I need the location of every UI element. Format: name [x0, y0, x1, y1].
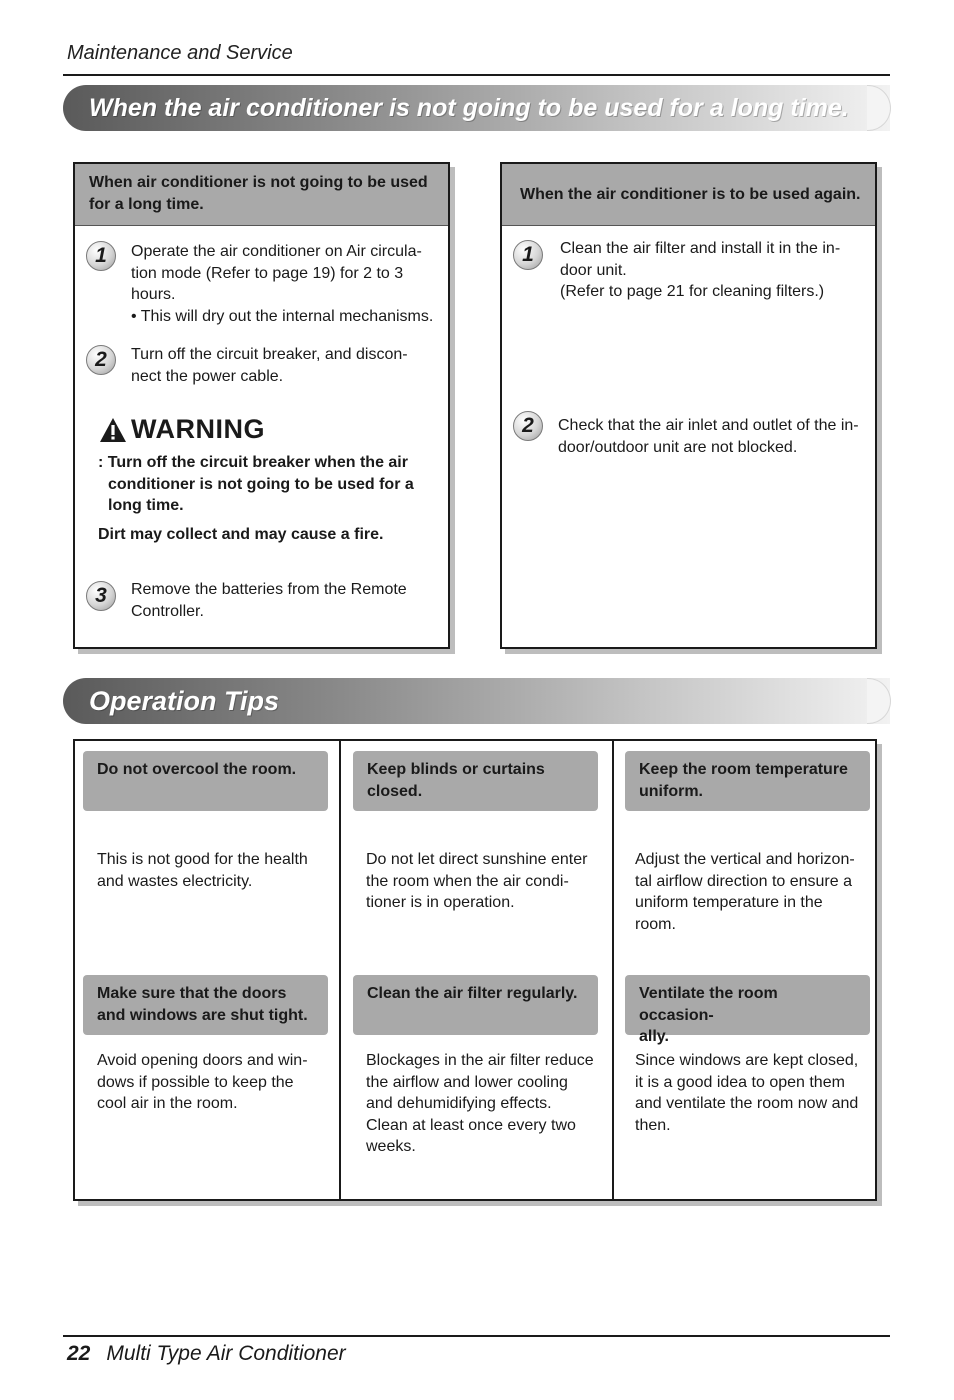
- text-line: Make sure that the doors: [97, 985, 287, 1002]
- text-line: door unit.: [560, 261, 627, 279]
- warning-label: WARNING: [131, 414, 265, 444]
- text-line: door/outdoor unit are not blocked.: [558, 438, 798, 456]
- running-header: Maintenance and Service: [67, 42, 293, 64]
- warning-text: [98, 452, 438, 517]
- footer-rule: [63, 1335, 890, 1337]
- panel-heading-not-used: When air conditioner is not going to be used for a long time.: [75, 164, 448, 226]
- tip-body-overcool: [97, 849, 332, 892]
- footer-title: Multi Type Air Conditioner: [106, 1342, 346, 1365]
- text-line: Clean the air filter regularly.: [367, 985, 578, 1002]
- text-line: Do not overcool the room.: [97, 761, 297, 778]
- warning-heading: [99, 414, 265, 445]
- text-line: and wastes electricity.: [97, 872, 253, 890]
- banner-cap: [867, 85, 891, 131]
- text-line: weeks.: [366, 1138, 416, 1156]
- tip-body-uniform: [635, 849, 870, 935]
- step-2-text: [558, 415, 870, 458]
- text-line: nect the power cable.: [131, 367, 284, 385]
- step-2-text: [131, 344, 441, 387]
- step-number-1: 1: [86, 241, 116, 271]
- text-line: closed.: [367, 782, 423, 800]
- text-line: tal airflow direction to ensure a: [635, 872, 852, 890]
- step-number-1: 1: [513, 240, 543, 270]
- tip-heading-filter: [353, 975, 598, 1035]
- operation-tips-grid: [73, 739, 877, 1201]
- warning-triangle-icon: [99, 417, 127, 443]
- tip-heading-ventilate: [625, 975, 870, 1046]
- text-line: Clean at least once every two: [366, 1116, 576, 1134]
- text-line: cool air in the room.: [97, 1095, 238, 1113]
- step-number-3: 3: [86, 581, 116, 611]
- text-line: Check that the air inlet and outlet of the in-: [558, 417, 859, 434]
- text-line: it is a good idea to open them: [635, 1073, 845, 1091]
- text-line: and windows are shut tight.: [97, 1006, 308, 1024]
- tip-heading-uniform: [625, 751, 870, 811]
- text-line: the room when the air condi-: [366, 872, 569, 890]
- text-line: Keep the room temperature: [639, 761, 848, 778]
- panel-heading-used-again: [502, 164, 875, 226]
- step-3-text: [131, 579, 441, 622]
- step-1-text: [131, 241, 441, 327]
- text-line: uniform.: [639, 782, 703, 800]
- header-rule: [63, 74, 890, 76]
- step-number-2: 2: [86, 345, 116, 375]
- text-line: and dehumidifying effects.: [366, 1095, 552, 1113]
- tip-body-blinds: [366, 849, 606, 914]
- banner-cap: [867, 678, 891, 724]
- text-line: Since windows are kept closed,: [635, 1052, 859, 1069]
- text-line: Do not let direct sunshine enter: [366, 851, 588, 868]
- text-line: then.: [635, 1116, 671, 1134]
- page-footer: [67, 1342, 346, 1366]
- text-line: Ventilate the room occasion-: [639, 985, 778, 1024]
- step-1-text: [560, 238, 870, 303]
- text-line: and ventilate the room now and: [635, 1095, 859, 1113]
- column-divider: [612, 741, 614, 1199]
- tip-heading-overcool: [83, 751, 328, 811]
- tip-heading-doors: [83, 975, 328, 1035]
- tip-body-doors: [97, 1050, 332, 1115]
- text-line: Turn off the circuit breaker, and discon-: [131, 346, 408, 363]
- tip-body-filter: [366, 1050, 606, 1158]
- section-banner-operation-tips: [63, 678, 890, 724]
- text-line: ally.: [639, 1028, 669, 1046]
- text-line: tion mode (Refer to page 19) for 2 to 3: [131, 264, 404, 282]
- warning-note: Dirt may collect and may cause a fire.: [98, 526, 384, 543]
- text-line: Controller.: [131, 602, 204, 620]
- section-banner-long-time: [63, 85, 890, 131]
- text-line: the airflow and lower cooling: [366, 1073, 568, 1091]
- text-line: Remove the batteries from the Remote: [131, 581, 407, 598]
- panel-used-again: [500, 162, 877, 649]
- text-line: long time.: [108, 497, 184, 515]
- text-line: room.: [635, 915, 676, 933]
- text-line: hours.: [131, 286, 176, 304]
- text-line: uniform temperature in the: [635, 894, 823, 912]
- panel-heading-text: When the air conditioner is to be used again.: [520, 186, 861, 203]
- text-line: Keep blinds or curtains: [367, 761, 545, 778]
- column-divider: [339, 741, 341, 1199]
- text-line: tioner is in operation.: [366, 894, 515, 912]
- text-line: Avoid opening doors and win-: [97, 1052, 308, 1069]
- text-line: Adjust the vertical and horizon-: [635, 851, 855, 868]
- panel-not-used: [73, 162, 450, 649]
- text-line: This is not good for the health: [97, 851, 308, 868]
- text-line: dows if possible to keep the: [97, 1073, 294, 1091]
- text-line: Operate the air conditioner on Air circula-: [131, 243, 422, 260]
- section-title-operation-tips: Operation Tips: [89, 685, 280, 716]
- step-number-2: 2: [513, 411, 543, 441]
- text-line: Blockages in the air filter reduce: [366, 1052, 594, 1069]
- text-line: Clean the air filter and install it in the in-: [560, 240, 841, 257]
- text-line: • This will dry out the internal mechanisms.: [131, 307, 434, 325]
- text-line: conditioner is not going to be used for a: [108, 475, 414, 493]
- section-title-long-time: When the air conditioner is not going to be used for a long time.: [89, 93, 849, 122]
- text-line: : Turn off the circuit breaker when the air: [98, 454, 408, 471]
- page-number: 22: [67, 1342, 91, 1365]
- tip-body-ventilate: [635, 1050, 870, 1136]
- text-line: (Refer to page 21 for cleaning filters.): [560, 283, 825, 301]
- tip-heading-blinds: [353, 751, 598, 811]
